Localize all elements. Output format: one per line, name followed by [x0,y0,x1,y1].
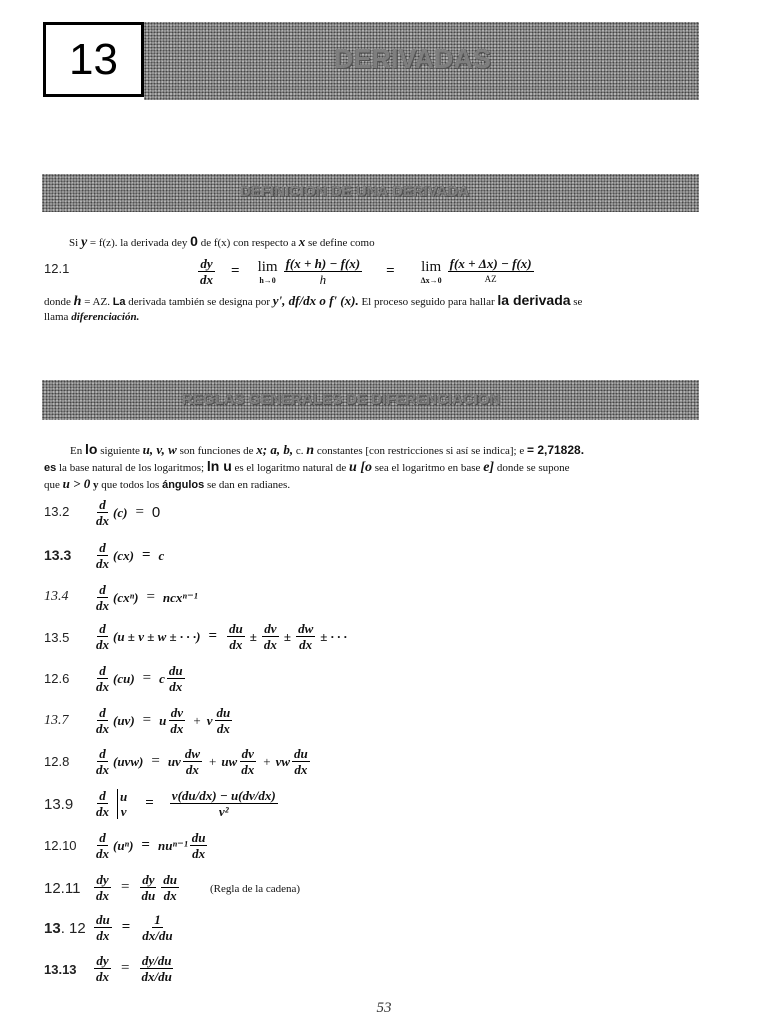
chapter-title: DERIVADAS [334,44,492,74]
section-title-rules: REGLAS GENERALES DE DIFERENCIACION [182,391,501,408]
rule-chain: $\frac{dy}{dx}$ = $\frac{dy}{du}$ $\frac{du}{dx}$ [96,872,177,903]
formula-label: 12.1 [44,261,70,276]
rule-constant-multiple: $\frac{d}{dx}$ (cu) = c $\frac{du}{dx}$ [96,663,183,694]
rule-label: 13.7 [44,713,69,728]
rule-label: 12.10 [44,838,77,853]
rule-quotient: $\frac{d}{dx}$ u v = $\frac{v(du/dx) - u(dv/dx)}{\text{v²}}$ [96,788,276,819]
rule-sum: $\frac{d}{dx}$ (u ± v ± w ± · · ·) = $\frac{du}{dx}$ ± $\frac{dv}{dx}$ ± $\frac{dw}{dx}$ ± · · · [96,621,347,652]
rules-intro: En lo siguiente u, v, w son funciones de x; a, b, c. n constantes [con restricciones si así se indica]; e = 2,71828. es la base natural de los logaritmos; ln u es el logaritmo natural de u [o sea el logaritmo en base e] donde se supone que u > 0 y que todos los ángulos se dan en radianes. [44,441,585,491]
chapter-number-box [43,22,144,97]
chapter-number: 13 [69,35,118,84]
limit-delta-x: lim Δx→0 [420,258,442,285]
rule-label: 13.5 [44,630,70,645]
page-number: 53 [376,1000,392,1016]
derivative-definition-formula: $\frac{dy}{dx}$ = lim h→0 $\frac{f(x + h) - f(x)}{h}$ = lim Δx→0 $\frac{f(x + \Delta x) - f(x)}{AZ}$ [200,256,532,287]
difference-quotient-h: $\frac{f(x + h) - f(x)}{h}$ [285,256,361,287]
rule-constant: $\frac{d}{dx}$ (c) = 0 [96,497,161,528]
limit-h: lim h→0 [257,258,278,285]
section-title-definition: DEFINICION DE UNA DERIVADA [240,183,470,200]
definition-intro: Si y = f(z). la derivada dey 0 de f(x) con respecto a x se define como [69,233,375,250]
definition-notes: donde h = AZ. La derivada también se designa por y', df/dx o f' (x). El proceso seguido para hallar la derivada se llama diferenciación. [44,292,583,323]
rule-inverse: $\frac{du}{dx}$ = $\frac{1}{dx/du}$ [96,912,173,943]
rule-product: $\frac{d}{dx}$ (uv) = u $\frac{dv}{dx}$ + v $\frac{du}{dx}$ [96,705,231,736]
rule-parametric: $\frac{dy}{dx}$ = $\frac{dy/du}{dx/du}$ [96,953,172,984]
rule-constant-times-x: $\frac{d}{dx}$ (cx) = c [96,540,165,571]
section-band-definition [42,174,699,212]
rule-label: 13.2 [44,504,70,519]
rule-label: 13.3 [44,547,72,563]
rule-label: 13.13 [44,962,77,977]
rule-label: 13.4 [44,589,69,604]
section-band-rules [42,380,699,420]
rule-triple-product: $\frac{d}{dx}$ (uvw) = uv $\frac{dw}{dx}$ + uw $\frac{dv}{dx}$ + vw $\frac{du}{dx}$ [96,746,308,777]
rule-label: 13. 12 [44,920,86,937]
rule-label: 12.6 [44,671,70,686]
rule-label: 12.11 [44,880,81,897]
rule-label: 12.8 [44,754,70,769]
rule-label: 13.9 [44,796,74,813]
chain-rule-note: (Regla de la cadena) [210,883,301,895]
dy-dx-fraction: $\frac{dy}{dx}$ [200,256,213,287]
rule-power-x: $\frac{d}{dx}$ (cxⁿ) = ncxⁿ⁻¹ [96,582,198,613]
rule-power-u: $\frac{d}{dx}$ (uⁿ) = nuⁿ⁻¹ $\frac{du}{dx}$ [96,830,206,861]
chapter-title-band [144,22,699,100]
difference-quotient-delta-x: $\frac{f(x + \Delta x) - f(x)}{AZ}$ [449,256,532,284]
